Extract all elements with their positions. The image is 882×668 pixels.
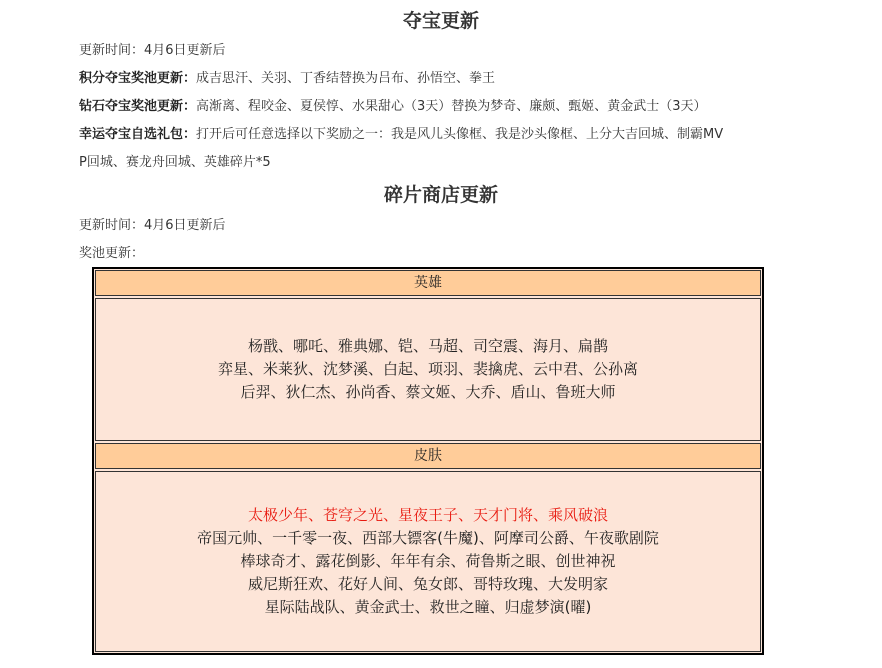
skins-line: 帝国元帅、一千零一夜、西部大镖客(牛魔)、阿摩司公爵、午夜歌剧院	[197, 529, 659, 547]
duobao-update-time: 更新时间：4月6日更新后	[79, 43, 226, 58]
shop-update-time: 更新时间：4月6日更新后	[79, 218, 226, 233]
points-pool-label: 积分夺宝奖池更新：	[79, 71, 197, 86]
diamond-pool-line	[79, 95, 707, 114]
lucky-pack-text-2: P回城、赛龙舟回城、英雄碎片*5	[79, 155, 271, 170]
skins-highlight-line: 太极少年、苍穹之光、星夜王子、天才门将、乘风破浪	[247, 506, 608, 524]
diamond-pool-text: 高渐离、程咬金、夏侯惇、水果甜心（3天）替换为梦奇、廉颇、甄姬、黄金武士（3天）	[196, 99, 707, 114]
reward-pool-table	[92, 267, 764, 655]
duobao-title: 夺宝更新	[402, 10, 479, 32]
points-pool-text: 成吉思汗、关羽、丁香结替换为吕布、孙悟空、拳王	[196, 71, 496, 86]
skins-cell	[95, 471, 761, 652]
diamond-pool-label: 钻石夺宝奖池更新：	[79, 99, 197, 114]
skins-header: 皮肤	[95, 443, 761, 469]
points-pool-line	[79, 67, 495, 86]
skins-line: 威尼斯狂欢、花好人间、兔女郎、哥特玫瑰、大发明家	[247, 575, 608, 593]
heroes-line: 弈星、米莱狄、沈梦溪、白起、项羽、裴擒虎、云中君、公孙离	[217, 360, 638, 378]
skins-line: 棒球奇才、露花倒影、年年有余、荷鲁斯之眼、创世神祝	[240, 552, 616, 570]
lucky-pack-text-1: 打开后可任意选择以下奖励之一：我是风儿头像框、我是沙头像框、上分大吉回城、制霸MV	[196, 127, 724, 142]
shop-title: 碎片商店更新	[383, 184, 498, 206]
lucky-pack-line	[79, 123, 723, 142]
lucky-pack-label: 幸运夺宝自选礼包：	[79, 127, 197, 142]
shop-pool-label: 奖池更新：	[79, 246, 145, 261]
heroes-header: 英雄	[95, 270, 761, 296]
skins-line: 星际陆战队、黄金武士、救世之瞳、归虚梦演(曜)	[264, 598, 592, 616]
heroes-cell	[95, 298, 761, 441]
heroes-line: 杨戬、哪吒、雅典娜、铠、马超、司空震、海月、扁鹊	[247, 337, 608, 355]
heroes-line: 后羿、狄仁杰、孙尚香、蔡文姬、大乔、盾山、鲁班大师	[240, 383, 616, 401]
